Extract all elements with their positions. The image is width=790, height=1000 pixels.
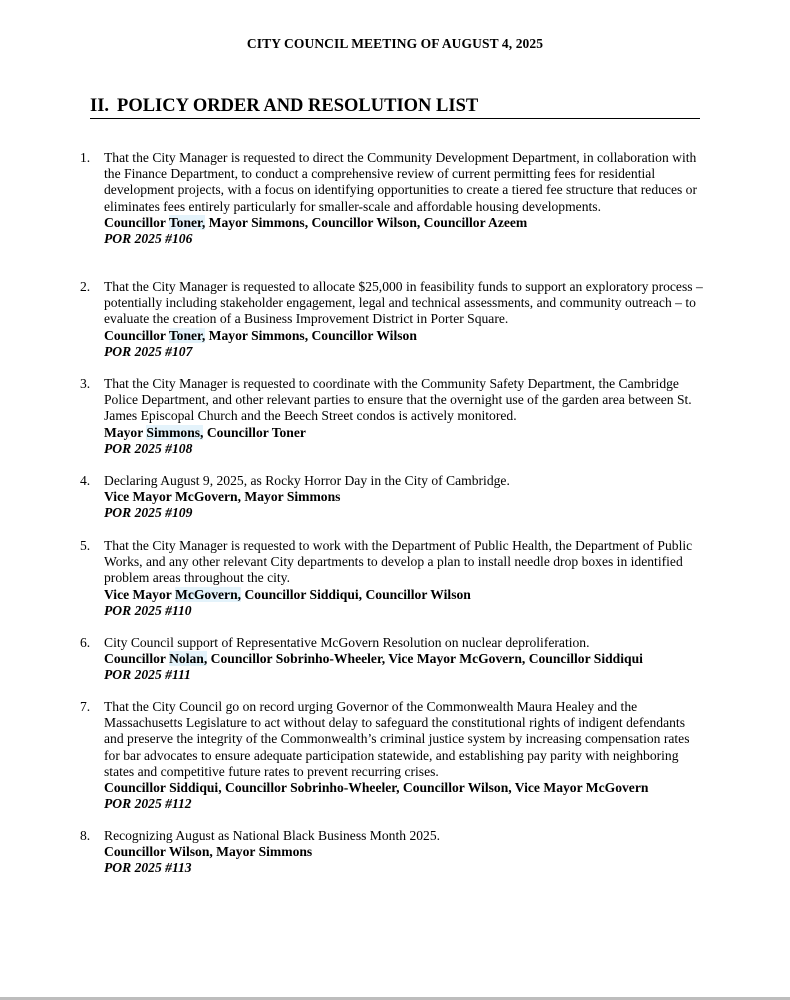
sponsor-highlight: Toner, [168, 327, 206, 343]
item-por-number: POR 2025 #107 [104, 343, 193, 359]
item-text: That the City Council go on record urging Governor of the Commonwealth Maura Healey and the Massachusetts Legislature to act without delay to safeguard the constitutional rights of indigent defendants and preserve the integrity of the Commonwealth’s criminal justice system by increasing compensation rates for bar advocates to ensure adequate participation statewide, and establishing pay parity with neighboring states and competitive future rates to prevent recurring crises. [104, 699, 690, 779]
item-number: 1. [80, 150, 91, 165]
sponsor-highlight: Simmons, [146, 424, 204, 440]
sponsor-lead: Councillor [104, 327, 166, 343]
item-sponsors: Councillor Siddiqui, Councillor Sobrinho-Wheeler, Councillor Wilson, Vice Mayor McGovern [104, 780, 649, 796]
sponsor-rest: Mayor Simmons, Councillor Wilson [208, 327, 417, 343]
sponsor-lead: Councillor [104, 214, 166, 230]
item-number: 4. [80, 473, 91, 488]
item-number: 7. [80, 699, 91, 714]
item-number: 8. [80, 828, 91, 843]
item-sponsors: Vice Mayor McGovern, Mayor Simmons [104, 489, 341, 505]
item-sponsors [104, 651, 705, 667]
item-text: Declaring August 9, 2025, as Rocky Horror Day in the City of Cambridge. [104, 473, 510, 488]
item-sponsors [104, 328, 705, 344]
policy-order-item [80, 376, 705, 457]
policy-order-item [80, 635, 705, 684]
item-text: That the City Manager is requested to direct the Community Development Department, in collaboration with the Finance Department, to conduct a comprehensive review of current permitting fees for residential development projects, with a focus on identifying opportunities to create a tiered fee structure that reduces or eliminates fees entirely particularly for smaller-scale and affordable housing developments. [104, 150, 698, 214]
policy-order-item [80, 828, 705, 877]
section-number: II. [90, 96, 110, 116]
item-sponsors [104, 215, 705, 231]
policy-order-item [80, 150, 705, 247]
item-number: 3. [80, 376, 91, 391]
sponsor-rest: Councillor Sobrinho-Wheeler, Vice Mayor McGovern, Councillor Siddiqui [210, 651, 643, 667]
item-text: That the City Manager is requested to coordinate with the Community Safety Department, the Cambridge Police Department, and other relevant parties to ensure that the overnight use of the garden area between St. James Episcopal Church and the Beech Street condos is actively monitored. [104, 376, 692, 424]
section-title-text: POLICY ORDER AND RESOLUTION LIST [117, 96, 479, 116]
item-por-number: POR 2025 #112 [104, 796, 192, 812]
item-number: 5. [80, 538, 91, 553]
sponsor-lead: Councillor [104, 651, 166, 667]
item-text: City Council support of Representative McGovern Resolution on nuclear deproliferation. [104, 635, 590, 650]
sponsor-rest: Councillor Siddiqui, Councillor Wilson [244, 586, 471, 602]
item-por-number: POR 2025 #110 [104, 602, 192, 618]
section-heading [90, 96, 700, 119]
item-number: 2. [80, 279, 91, 294]
policy-order-item [80, 699, 705, 812]
item-text: That the City Manager is requested to allocate $25,000 in feasibility funds to support an exploratory process – potentially including stakeholder engagement, legal and technical assessments, and community outreach – to evaluate the creation of a Business Improvement District in Porter Square. [104, 279, 703, 327]
sponsor-rest: Councillor Toner [206, 424, 306, 440]
sponsor-highlight: Nolan, [169, 651, 208, 667]
sponsor-highlight: McGovern, [174, 586, 242, 602]
item-sponsors: Councillor Wilson, Mayor Simmons [104, 844, 313, 860]
item-por-number: POR 2025 #109 [104, 505, 193, 521]
policy-order-item [80, 279, 705, 360]
item-por-number: POR 2025 #113 [104, 860, 192, 876]
item-por-number: POR 2025 #108 [104, 440, 193, 456]
item-sponsors [104, 425, 705, 441]
item-por-number: POR 2025 #106 [104, 231, 193, 247]
policy-order-item [80, 538, 705, 619]
sponsor-lead: Vice Mayor [104, 586, 172, 602]
meeting-title: CITY COUNCIL MEETING OF AUGUST 4, 2025 [246, 36, 544, 51]
item-por-number: POR 2025 #111 [104, 667, 191, 683]
sponsor-lead: Mayor [104, 424, 144, 440]
item-text: That the City Manager is requested to work with the Department of Public Health, the Department of Public Works, and any other relevant City departments to develop a plan to install needle drop boxes in identified problem areas throughout the city. [104, 538, 693, 586]
sponsor-highlight: Toner, [168, 214, 206, 230]
policy-order-item [80, 473, 705, 522]
item-sponsors [104, 587, 705, 603]
sponsor-rest: Mayor Simmons, Councillor Wilson, Councillor Azeem [208, 214, 528, 230]
item-number: 6. [80, 635, 91, 650]
item-text: Recognizing August as National Black Business Month 2025. [104, 828, 441, 843]
